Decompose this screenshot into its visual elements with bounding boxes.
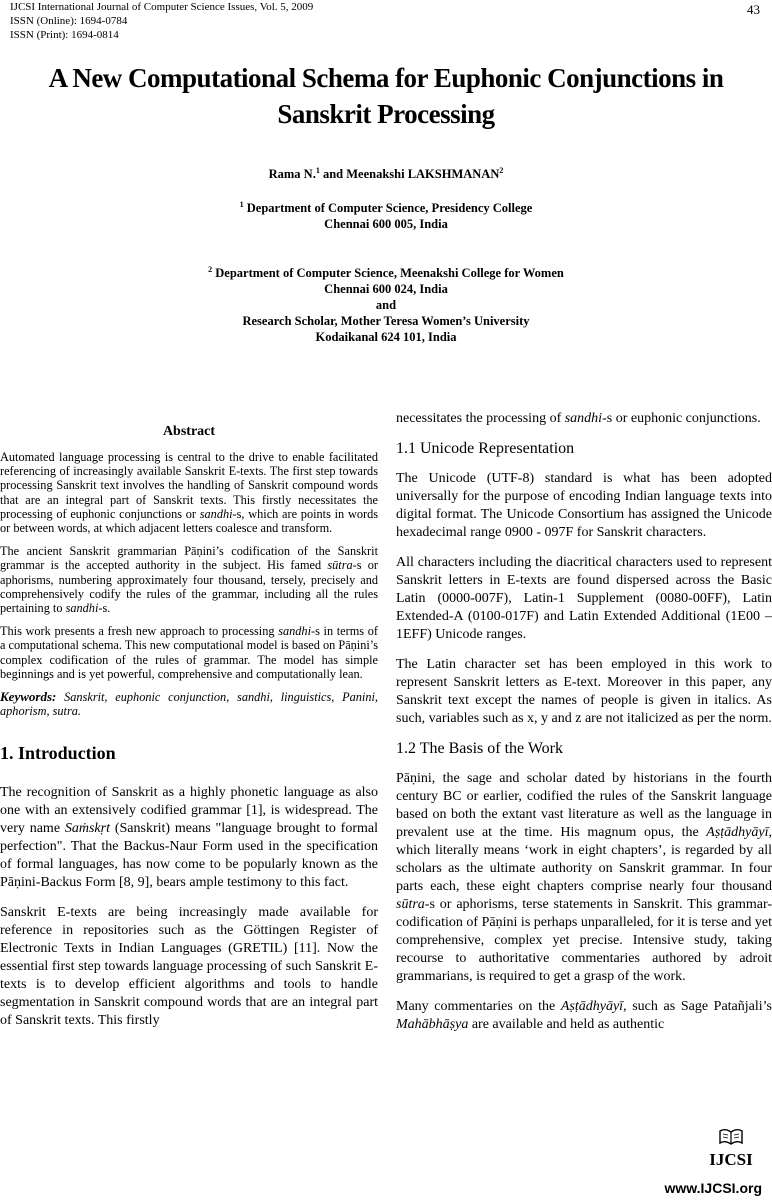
logo-text: IJCSI [709, 1150, 753, 1169]
journal-name: IJCSI International Journal of Computer Science Issues, Vol. 5, 2009 [10, 1, 314, 13]
abstract-heading: Abstract [162, 424, 216, 439]
paper-title: A New Computational Schema for Euphonic Conjunctions in Sanskrit Processing [48, 63, 724, 129]
abstract-body [0, 450, 378, 718]
introduction-body [0, 784, 378, 1030]
body-paragraph: All characters including the diacritical characters used to represent Sanskrit letters in E-texts are found dispersed across the Basic Latin (0000-007F), Latin-1 Supplement (0080-00FF), Latin Extended-A (0100-017F) and Latin Extended Additional (1E00 – 1EFF) Unicode ranges. [396, 555, 772, 642]
issn-online: ISSN (Online): 1694-0784 [10, 15, 128, 27]
body-paragraph: Sanskrit E-texts are being increasingly made available for reference in repositories such as the Göttingen Register of Electronic Texts in Indian Languages (GRETIL) [11]. Now the essential first step towards language processing of such Sanskrit E-texts is to develop efficient algorithms and tools to handle segmentation in Sanskrit compound words that are an integral part of Sanskrit texts. This firstly [0, 905, 378, 1029]
body-paragraph: Pāṇini, the sage and scholar dated by historians in the fourth century BC or earlier, codified the rules of the Sanskrit language based on both the extant vast literature as well as the language in prevalent use at the time. His magnum opus, the Aṣṭādhyāyī, which literally means ‘work in eight chapters’, is regarded by all scholars as the ultimate authority on Sanskrit grammar. In four parts each, these eight chapters comprise nearly four thousand sūtra-s or aphorisms, terse statements in Sanskrit. This grammar-codification of Pāṇini is perhaps unparalleled, for it is terse and yet comprehensive, complex yet precise. Intensive study, taking recourse to authoritative commentaries authored by adroit grammarians, is required to get a grasp of the work. [396, 771, 772, 984]
journal-header [10, 0, 313, 42]
affiliation-1: $^1$ Department of Computer Science, Presidency College Chennai 600 005, India [239, 200, 533, 232]
ijcsi-logo [696, 1128, 766, 1169]
body-paragraph: The recognition of Sanskrit as a highly phonetic language as also one with an extensively codified grammar [1], is widespread. The very name Saṁskṛt (Sanskrit) means "language brought to formal perfection". That the Backus-Naur Form used in the specification of formal languages, has now come to be popularly known as the Pāṇini-Backus Form [8, 9], bears ample testimony to this fact. [0, 785, 378, 891]
book-icon [718, 1128, 744, 1146]
left-column [0, 412, 378, 1042]
affiliation-2: $^2$ Department of Computer Science, Meenakshi College for Women Chennai 600 024, India and Research Scholar, Mother Teresa Women’s University Kodaikanal 624 101, India [208, 265, 564, 345]
subsection-heading-unicode: 1.1 Unicode Representation [396, 440, 575, 457]
body-paragraph: The Unicode (UTF-8) standard is what has been adopted universally for the purpose of encoding Indian language texts into digital format. The Unicode Consortium has assigned the Unicode hexadecimal range 0900 - 097F for Sanskrit characters. [396, 471, 772, 540]
section-heading-introduction: 1. Introduction [0, 743, 116, 764]
abstract-paragraph: The ancient Sanskrit grammarian Pāṇini’s codification of the Sanskrit grammar is the accepted authority in the subject. His famed sūtra-s or aphorisms, numbering approximately four thousand, tersely, precisely and comprehensively codify the rules of the grammar, including all the rules pertaining to sandhi-s. [0, 544, 378, 616]
subsection-heading-basis: 1.2 The Basis of the Work [396, 740, 563, 757]
footer-url[interactable]: www.IJCSI.org [664, 1180, 762, 1196]
abstract-paragraph: Automated language processing is central to the drive to enable facilitated referencing of increasingly available Sanskrit E-texts. The first step towards processing Sanskrit text involves the handling of Sanskrit compound words that are an integral part of Sanskrit texts. This firstly necessitates the processing of euphonic conjunctions or sandhi-s, which are points in words or between words, at which adjacent letters coalesce and transform. [0, 450, 378, 536]
abstract-paragraph: This work presents a fresh new approach to processing sandhi-s in terms of a computational schema. This new computational model is based on Pāṇini’s complex codification of the rules of grammar. The model has simple beginnings and is yet powerful, comprehensive and computationally lean. [0, 624, 378, 681]
keywords: Keywords: Sanskrit, euphonic conjunction, sandhi, linguistics, Panini, aphorism, sutra. [0, 689, 378, 719]
right-column [396, 410, 772, 1046]
body-paragraph: Many commentaries on the Aṣṭādhyāyī, such as Sage Patañjali’s Mahābhāṣya are available and held as authentic [396, 999, 772, 1032]
authors: Rama N.$^1$ and Meenakshi LAKSHMANAN$^2$ [268, 166, 504, 182]
body-paragraph: necessitates the processing of sandhi-s or euphonic conjunctions. [396, 411, 761, 426]
page-number: 43 [747, 2, 760, 17]
body-paragraph: The Latin character set has been employed in this work to represent Sanskrit letters as E-text. Moreover in this paper, any Sanskrit text except the names of people is given in italics. As such, variables such as x, y and z are not italicized as per the norm. [396, 657, 772, 726]
issn-print: ISSN (Print): 1694-0814 [10, 29, 119, 41]
